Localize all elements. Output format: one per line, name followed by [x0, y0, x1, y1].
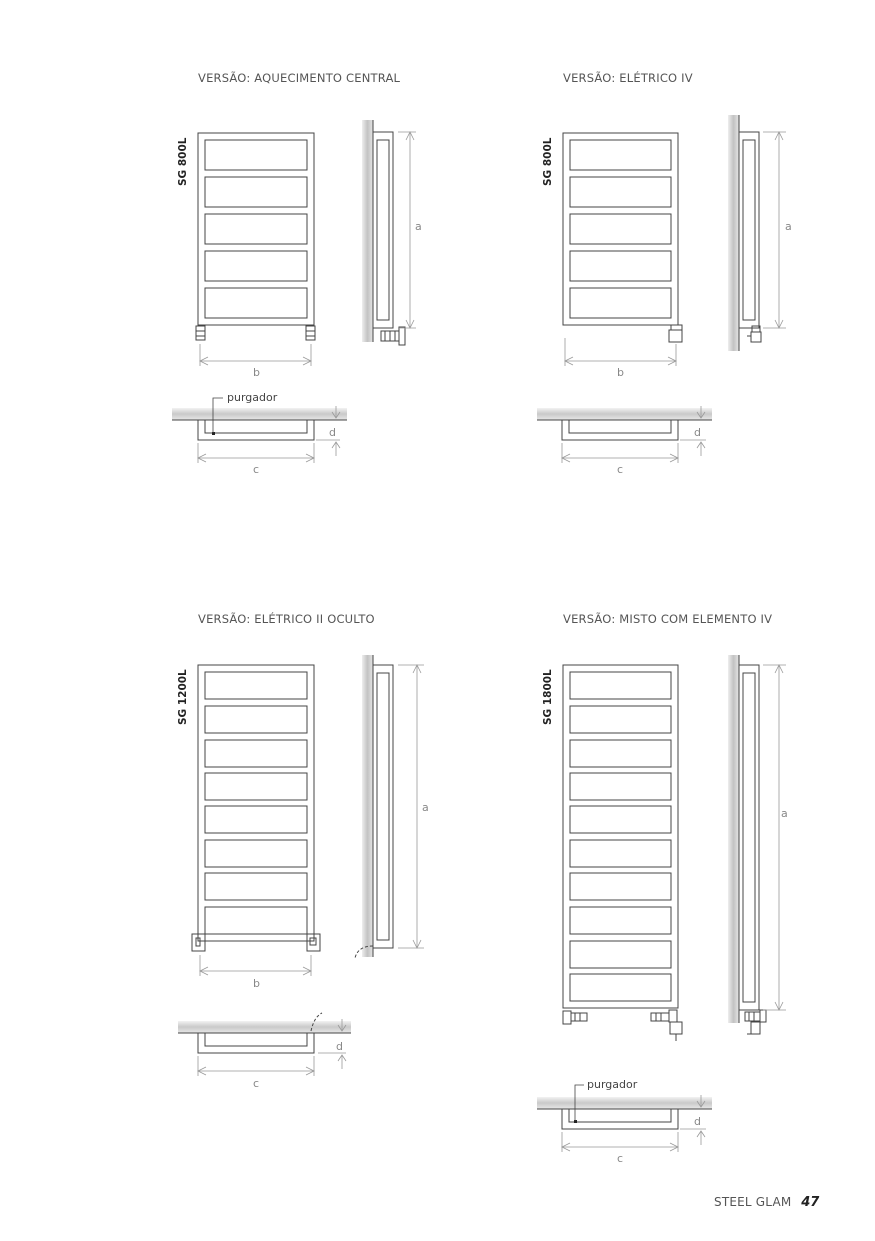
page-footer [714, 1195, 819, 1210]
model-label: SG 1200L [177, 669, 189, 725]
panel-4-title: VERSÃO: MISTO COM ELEMENTO IV [563, 612, 773, 626]
panel-3-drawing [177, 655, 429, 1090]
brand-name: STEEL GLAM [714, 1195, 792, 1209]
panel-2-title: VERSÃO: ELÉTRICO IV [563, 71, 693, 85]
dim-b-label: b [253, 977, 260, 990]
dim-c-label: c [253, 463, 260, 476]
dim-d-label: d [694, 426, 701, 439]
model-label: SG 1800L [542, 669, 554, 725]
dim-a-label: a [415, 220, 422, 233]
model-label: SG 800L [177, 137, 189, 186]
dim-c-label: c [617, 463, 624, 476]
panel-4-drawing [537, 655, 788, 1165]
model-label: SG 800L [542, 137, 554, 186]
panel-1-title: VERSÃO: AQUECIMENTO CENTRAL [198, 71, 401, 85]
dim-b-label: b [253, 366, 260, 379]
purgador-note: purgador [587, 1078, 638, 1091]
page-number: 47 [801, 1195, 820, 1210]
panel-3-title: VERSÃO: ELÉTRICO II OCULTO [198, 612, 375, 626]
purgador-note: purgador [227, 391, 278, 404]
dim-a-label: a [781, 807, 788, 820]
dim-d-label: d [329, 426, 336, 439]
dim-b-label: b [617, 366, 624, 379]
panel-2-drawing [537, 115, 792, 476]
dim-c-label: c [617, 1152, 624, 1165]
panel-1-drawing [172, 120, 422, 476]
dim-d-label: d [336, 1040, 343, 1053]
dim-a-label: a [422, 801, 429, 814]
dim-d-label: d [694, 1115, 701, 1128]
dim-c-label: c [253, 1077, 260, 1090]
dim-a-label: a [785, 220, 792, 233]
